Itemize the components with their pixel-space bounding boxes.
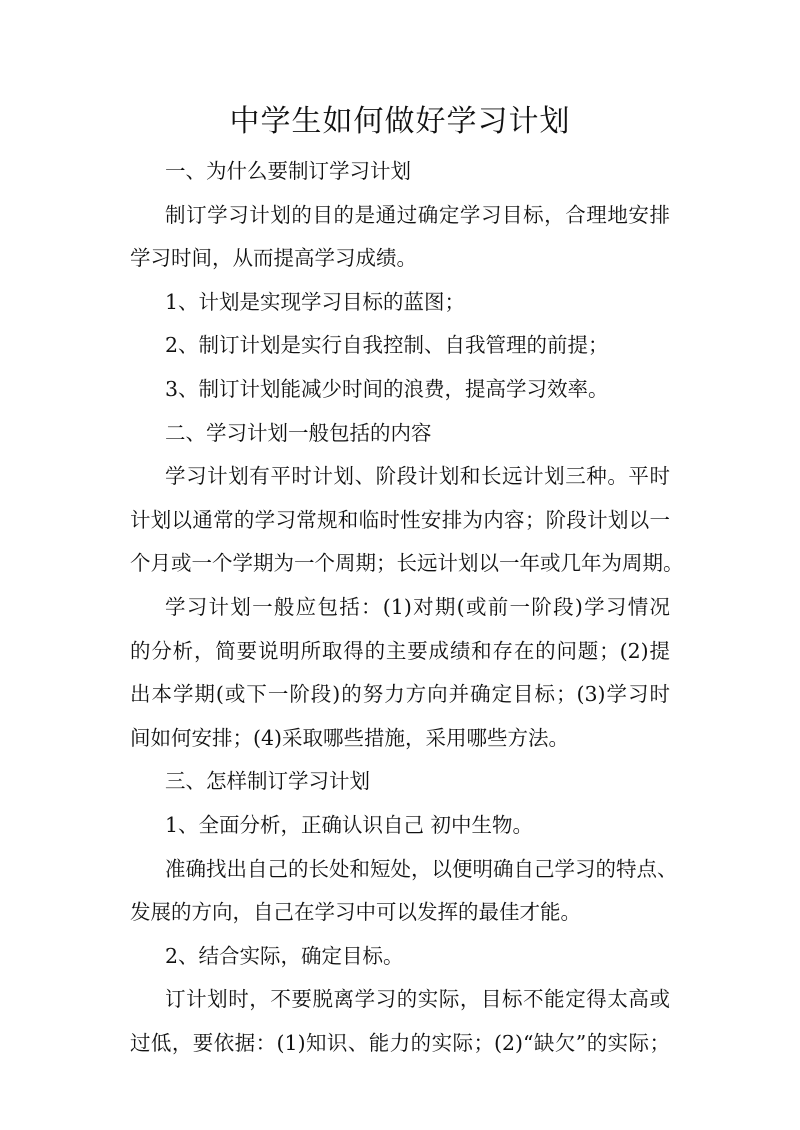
- paragraph-line: 个月或一个学期为一个周期；长远计划以一年或几年为周期。: [130, 551, 684, 576]
- paragraph-line: 学习计划一般应包括：(1)对期(或前一阶段)学习情况: [165, 594, 670, 619]
- list-item: 1、全面分析，正确认识自己 初中生物。: [165, 812, 534, 837]
- section-heading-2: 二、学习计划一般包括的内容: [165, 420, 432, 445]
- list-item: 2、结合实际，确定目标。: [165, 943, 404, 968]
- paragraph-line: 过低，要依据：(1)知识、能力的实际；(2)“缺欠”的实际；: [130, 1030, 670, 1055]
- list-item: 1、计划是实现学习目标的蓝图；: [165, 289, 466, 314]
- paragraph-line: 制订学习计划的目的是通过确定学习目标，合理地安排: [165, 202, 670, 227]
- document-title: 中学生如何做好学习计划: [229, 104, 571, 139]
- paragraph-line: 订计划时，不要脱离学习的实际，目标不能定得太高或: [165, 987, 670, 1012]
- paragraph-line: 学习时间，从而提高学习成绩。: [130, 246, 417, 271]
- list-item: 3、制订计划能减少时间的浪费，提高学习效率。: [165, 376, 609, 401]
- section-heading-3: 三、怎样制订学习计划: [165, 769, 370, 794]
- section-heading-1: 一、为什么要制订学习计划: [165, 159, 411, 183]
- document-body: [130, 150, 684, 1065]
- paragraph-line: 学习计划有平时计划、阶段计划和长远计划三种。平时: [165, 464, 670, 489]
- paragraph-line: 的分析，简要说明所取得的主要成绩和存在的问题；(2)提: [130, 638, 670, 663]
- paragraph-line: 出本学期(或下一阶段)的努力方向并确定目标；(3)学习时: [130, 682, 670, 707]
- paragraph-line: 发展的方向，自己在学习中可以发挥的最佳才能。: [130, 900, 581, 925]
- paragraph-line: 间如何安排；(4)采取哪些措施，采用哪些方法。: [130, 725, 570, 750]
- paragraph-line: 计划以通常的学习常规和临时性安排为内容；阶段计划以一: [130, 507, 670, 532]
- paragraph-line: 准确找出自己的长处和短处，以便明确自己学习的特点、: [165, 856, 678, 881]
- list-item: 2、制订计划是实行自我控制、自我管理的前提；: [165, 333, 609, 358]
